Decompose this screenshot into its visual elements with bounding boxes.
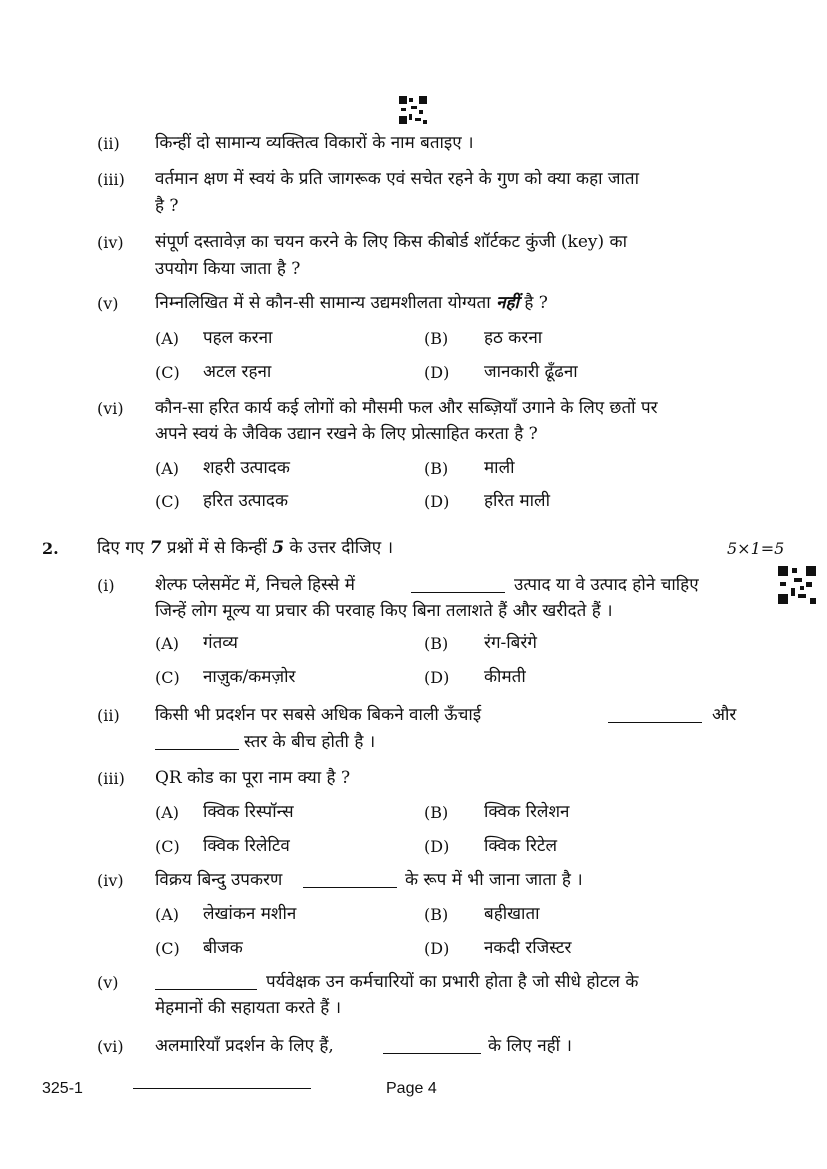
question-text: और (712, 705, 737, 725)
option-label: (C) (155, 363, 180, 382)
option-text: रंग-बिरंगे (484, 633, 537, 653)
section-instruction: दिए गए 7 प्रश्नों में से किन्हीं 5 के उत्तर दीजिए । (97, 538, 394, 558)
option-label: (C) (155, 837, 180, 856)
option-text: क्विक रिलेटिव (203, 836, 290, 856)
option-label: (C) (155, 939, 180, 958)
question-text: अलमारियाँ प्रदर्शन के लिए हैं, (155, 1036, 334, 1056)
question-text: किन्हीं दो सामान्य व्यक्तित्व विकारों के नाम बताइए । (155, 133, 474, 153)
question-text: शेल्फ प्लेसमेंट में, निचले हिस्से में (155, 575, 355, 595)
question-number: (i) (97, 576, 115, 595)
question-number: (vi) (97, 1037, 124, 1056)
question-number: (ii) (97, 706, 120, 725)
option-text: क्विक रिटेल (484, 836, 558, 856)
option-label: (A) (155, 803, 180, 822)
question-text: मेहमानों की सहायता करते हैं । (155, 998, 342, 1018)
question-text: के लिए नहीं । (488, 1036, 572, 1056)
question-text: संपूर्ण दस्तावेज़ का चयन करने के लिए किस कीबोर्ड शॉर्टकट कुंजी (key) का (155, 232, 627, 252)
fill-blank (411, 576, 505, 593)
option-text: लेखांकन मशीन (203, 904, 297, 924)
option-text: बीजक (203, 938, 243, 958)
question-text: उपयोग किया जाता है ? (155, 259, 301, 279)
emphasis-text: नहीं (496, 293, 519, 313)
question-text: पर्यवेक्षक उन कर्मचारियों का प्रभारी होता है जो सीधे होटल के (266, 972, 639, 992)
option-label: (A) (155, 905, 180, 924)
option-label: (B) (424, 329, 449, 348)
option-label: (D) (424, 363, 450, 382)
option-text: नकदी रजिस्टर (484, 938, 572, 958)
fill-blank (303, 871, 397, 888)
footer-divider (133, 1088, 311, 1089)
question-text: QR कोड का पूरा नाम क्या है ? (155, 768, 351, 788)
option-text: गंतव्य (203, 633, 238, 653)
option-text: बहीखाता (484, 904, 540, 924)
option-label: (A) (155, 329, 180, 348)
option-text: क्विक रिलेशन (484, 802, 570, 822)
option-text: हरित माली (484, 491, 550, 511)
option-label: (B) (424, 803, 449, 822)
question-text: स्तर के बीच होती है । (244, 732, 376, 752)
option-label: (A) (155, 634, 180, 653)
page-number: Page 4 (386, 1080, 437, 1097)
question-text: निम्नलिखित में से कौन-सी सामान्य उद्यमशीलता योग्यता नहीं है ? (155, 293, 548, 313)
option-text: अटल रहना (203, 362, 272, 382)
option-label: (B) (424, 634, 449, 653)
option-label: (A) (155, 459, 180, 478)
option-text: कीमती (484, 667, 526, 687)
option-label: (B) (424, 459, 449, 478)
question-number: (v) (97, 294, 119, 313)
option-label: (B) (424, 905, 449, 924)
qr-code-side (778, 566, 816, 604)
fill-blank (383, 1037, 481, 1054)
marks-allocation: 5×1=5 (727, 539, 785, 558)
fill-blank (155, 973, 257, 990)
paper-code: 325-1 (42, 1080, 83, 1097)
section-number: 2. (42, 539, 59, 558)
question-number: (iv) (97, 233, 124, 252)
question-text: किसी भी प्रदर्शन पर सबसे अधिक बिकने वाली ऊँचाई (155, 705, 482, 725)
option-text: हरित उत्पादक (203, 491, 289, 511)
qr-code-top (399, 96, 427, 124)
question-number: (iii) (97, 769, 125, 788)
question-text: के रूप में भी जाना जाता है । (405, 870, 583, 890)
question-text: वर्तमान क्षण में स्वयं के प्रति जागरूक एवं सचेत रहने के गुण को क्या कहा जाता (155, 169, 640, 189)
option-text: नाज़ुक/कमज़ोर (203, 667, 296, 687)
fill-blank (155, 733, 239, 750)
question-text: विक्रय बिन्दु उपकरण (155, 870, 283, 890)
question-number: (ii) (97, 134, 120, 153)
question-text: है ? (155, 196, 179, 216)
question-text: जिन्हें लोग मूल्य या प्रचार की परवाह किए बिना तलाशते हैं और खरीदते हैं । (155, 601, 613, 621)
question-text: उत्पाद या वे उत्पाद होने चाहिए (514, 575, 699, 595)
option-label: (C) (155, 668, 180, 687)
option-label: (D) (424, 492, 450, 511)
question-text: अपने स्वयं के जैविक उद्यान रखने के लिए प्रोत्साहित करता है ? (155, 424, 538, 444)
option-text: क्विक रिस्पॉन्स (203, 802, 294, 822)
fill-blank (608, 706, 702, 723)
option-text: माली (484, 458, 515, 478)
option-label: (C) (155, 492, 180, 511)
option-text: जानकारी ढूँढना (484, 362, 578, 382)
question-number: (iii) (97, 170, 125, 189)
option-label: (D) (424, 668, 450, 687)
option-text: हठ करना (484, 328, 543, 348)
option-label: (D) (424, 939, 450, 958)
option-text: शहरी उत्पादक (203, 458, 290, 478)
question-number: (v) (97, 973, 119, 992)
question-number: (vi) (97, 399, 124, 418)
question-text: कौन-सा हरित कार्य कई लोगों को मौसमी फल और सब्ज़ियाँ उगाने के लिए छतों पर (155, 398, 658, 418)
option-label: (D) (424, 837, 450, 856)
option-text: पहल करना (203, 328, 273, 348)
question-number: (iv) (97, 871, 124, 890)
